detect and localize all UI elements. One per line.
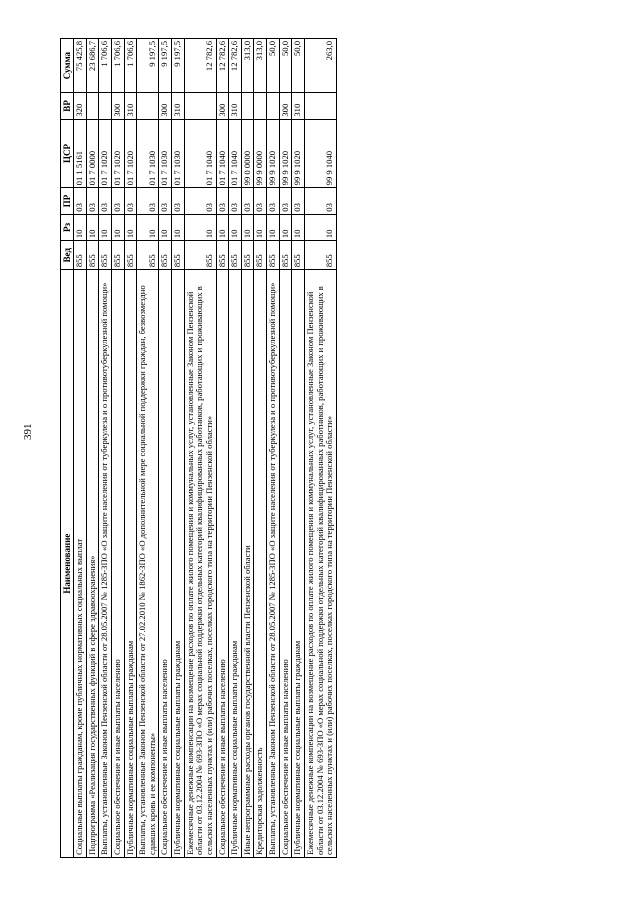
cell-ved: 855 <box>279 241 292 270</box>
cell-ved: 855 <box>241 241 254 270</box>
cell-csr: 01 7 1030 <box>159 119 172 188</box>
table-row <box>184 39 216 858</box>
cell-csr: 99 9 1020 <box>292 119 305 188</box>
cell-pr: 03 <box>86 188 99 214</box>
cell-rz: 10 <box>267 214 280 240</box>
cell-sum: 313,0 <box>254 39 267 93</box>
table-row <box>137 39 159 858</box>
cell-csr: 01 7 1040 <box>184 119 216 188</box>
cell-vr <box>254 93 267 119</box>
cell-pr: 03 <box>159 188 172 214</box>
cell-name: Кредиторская задолженность <box>254 270 267 858</box>
cell-name: Подпрограмма «Реализация государственных функций в сфере здравоохранения» <box>86 270 99 858</box>
header-vr: ВР <box>61 93 74 119</box>
cell-ved: 855 <box>292 241 305 270</box>
cell-sum: 50,0 <box>292 39 305 93</box>
cell-rz: 10 <box>229 214 242 240</box>
cell-name: Публичные нормативные социальные выплаты гражданам <box>229 270 242 858</box>
cell-pr: 03 <box>279 188 292 214</box>
cell-vr: 310 <box>292 93 305 119</box>
cell-vr: 300 <box>111 93 124 119</box>
header-sum: Сумма <box>61 39 74 93</box>
cell-name: Публичные нормативные социальные выплаты гражданам <box>124 270 137 858</box>
header-rz: Рз <box>61 214 74 240</box>
header-row <box>61 39 74 858</box>
table-row <box>267 39 280 858</box>
cell-sum: 1 706,6 <box>99 39 112 93</box>
cell-csr: 01 7 1030 <box>172 119 185 188</box>
cell-rz: 10 <box>99 214 112 240</box>
cell-ved: 855 <box>229 241 242 270</box>
cell-vr <box>137 93 159 119</box>
cell-rz: 10 <box>137 214 159 240</box>
cell-vr <box>99 93 112 119</box>
cell-csr: 01 7 1040 <box>216 119 229 188</box>
cell-csr: 01 7 0000 <box>86 119 99 188</box>
cell-ved: 855 <box>99 241 112 270</box>
cell-sum: 23 686,7 <box>86 39 99 93</box>
cell-pr: 03 <box>172 188 185 214</box>
cell-vr: 310 <box>229 93 242 119</box>
cell-rz: 10 <box>254 214 267 240</box>
cell-vr: 300 <box>216 93 229 119</box>
cell-rz: 10 <box>292 214 305 240</box>
cell-name: Иные непрограммные расходы органов государственной власти Пензенской области <box>241 270 254 858</box>
cell-name: Социальное обеспечение и иные выплаты населению <box>111 270 124 858</box>
cell-vr: 320 <box>74 93 87 119</box>
table-row <box>241 39 254 858</box>
cell-ved: 855 <box>159 241 172 270</box>
cell-name: Социальное обеспечение и иные выплаты населению <box>159 270 172 858</box>
cell-csr: 01 7 1020 <box>99 119 112 188</box>
cell-pr: 03 <box>292 188 305 214</box>
table-row <box>292 39 305 858</box>
header-name: Наименование <box>61 270 74 858</box>
cell-name: Выплаты, установленные Законом Пензенской области от 28.05.2007 № 1285-ЗПО «О защите населения от туберкулеза и о противотуберкулезной помощи» <box>267 270 280 858</box>
cell-name: Социальное обеспечение и иные выплаты населению <box>216 270 229 858</box>
cell-pr: 03 <box>184 188 216 214</box>
cell-vr: 300 <box>159 93 172 119</box>
table-row <box>99 39 112 858</box>
cell-pr: 03 <box>254 188 267 214</box>
cell-sum: 50,0 <box>267 39 280 93</box>
table-row <box>304 39 336 858</box>
cell-name: Выплаты, установленные Законом Пензенской области от 28.05.2007 № 1285-ЗПО «О защите населения от туберкулеза и о противотуберкулезной помощи» <box>99 270 112 858</box>
cell-csr: 99 9 0000 <box>254 119 267 188</box>
cell-rz: 10 <box>111 214 124 240</box>
cell-csr: 01 7 1020 <box>124 119 137 188</box>
cell-vr: 300 <box>279 93 292 119</box>
table-row <box>279 39 292 858</box>
cell-rz: 10 <box>216 214 229 240</box>
table-row <box>172 39 185 858</box>
cell-pr: 03 <box>137 188 159 214</box>
header-ved: Вед <box>61 241 74 270</box>
cell-ved: 855 <box>304 241 336 270</box>
cell-csr: 99 9 1040 <box>304 119 336 188</box>
cell-rz: 10 <box>74 214 87 240</box>
cell-csr: 01 1 5161 <box>74 119 87 188</box>
cell-vr <box>184 93 216 119</box>
cell-sum: 12 782,6 <box>229 39 242 93</box>
cell-name: Ежемесячные денежные компенсации на возмещение расходов по оплате жилого помещения и коммунальных услуг, установленные Законом Пензенской области от 03.12.2004 № 693-ЗПО «О мерах социальной поддержки отдельных категорий квалифицированных работников, работающих и проживающих в сельских населенных пунктах и (или) рабочих поселках, поселках городского типа на территории Пензенской области» <box>184 270 216 858</box>
cell-vr <box>267 93 280 119</box>
cell-ved: 855 <box>124 241 137 270</box>
rotated-table-container <box>60 38 585 858</box>
cell-rz: 10 <box>304 214 336 240</box>
table-body <box>74 39 337 858</box>
cell-csr: 01 7 1020 <box>111 119 124 188</box>
cell-name: Выплаты, установленные Законом Пензенской области от 27.02.2010 № 1862-ЗПО «О дополнительной мере социальной поддержки граждан, безвозмездно сдавших кровь и ее компоненты» <box>137 270 159 858</box>
cell-sum: 313,0 <box>241 39 254 93</box>
cell-sum: 1 706,6 <box>111 39 124 93</box>
cell-sum: 75 425,8 <box>74 39 87 93</box>
cell-rz: 10 <box>172 214 185 240</box>
cell-ved: 855 <box>86 241 99 270</box>
cell-ved: 855 <box>172 241 185 270</box>
cell-ved: 855 <box>184 241 216 270</box>
cell-pr: 03 <box>99 188 112 214</box>
cell-csr: 99 9 1020 <box>267 119 280 188</box>
cell-sum: 9 197,5 <box>159 39 172 93</box>
cell-vr <box>86 93 99 119</box>
cell-rz: 10 <box>86 214 99 240</box>
cell-name: Публичные нормативные социальные выплаты гражданам <box>292 270 305 858</box>
table-row <box>229 39 242 858</box>
table-row <box>74 39 87 858</box>
cell-name: Социальные выплаты гражданам, кроме публичных нормативных социальных выплат <box>74 270 87 858</box>
cell-vr: 310 <box>172 93 185 119</box>
cell-name: Публичные нормативные социальные выплаты гражданам <box>172 270 185 858</box>
cell-vr: 310 <box>124 93 137 119</box>
cell-ved: 855 <box>216 241 229 270</box>
cell-pr: 03 <box>124 188 137 214</box>
cell-rz: 10 <box>124 214 137 240</box>
cell-pr: 03 <box>229 188 242 214</box>
cell-csr: 01 7 1030 <box>137 119 159 188</box>
header-pr: ПР <box>61 188 74 214</box>
cell-ved: 855 <box>137 241 159 270</box>
cell-rz: 10 <box>159 214 172 240</box>
cell-sum: 9 197,5 <box>172 39 185 93</box>
cell-sum: 12 782,6 <box>184 39 216 93</box>
cell-sum: 50,0 <box>279 39 292 93</box>
cell-ved: 855 <box>111 241 124 270</box>
cell-sum: 9 197,5 <box>137 39 159 93</box>
cell-ved: 855 <box>74 241 87 270</box>
cell-name: Социальное обеспечение и иные выплаты населению <box>279 270 292 858</box>
header-csr: ЦСР <box>61 119 74 188</box>
cell-ved: 855 <box>267 241 280 270</box>
cell-sum: 1 706,6 <box>124 39 137 93</box>
cell-pr: 03 <box>216 188 229 214</box>
table-header <box>61 39 74 858</box>
cell-rz: 10 <box>241 214 254 240</box>
cell-pr: 03 <box>304 188 336 214</box>
cell-sum: 263,0 <box>304 39 336 93</box>
table-row <box>254 39 267 858</box>
table-row <box>216 39 229 858</box>
table-row <box>86 39 99 858</box>
cell-ved: 855 <box>254 241 267 270</box>
cell-csr: 99 0 0000 <box>241 119 254 188</box>
cell-rz: 10 <box>279 214 292 240</box>
cell-sum: 12 782,6 <box>216 39 229 93</box>
cell-vr <box>304 93 336 119</box>
cell-name: Ежемесячные денежные компенсации на возмещение расходов по оплате жилого помещения и коммунальных услуг, установленные Законом Пензенской области от 03.12.2004 № 693-ЗПО «О мерах социальной поддержки отдельных категорий квалифицированных работников, работающих и проживающих в сельских населенных пунктах и (или) рабочих поселках, поселках городского типа на территории Пензенской области» <box>304 270 336 858</box>
cell-pr: 03 <box>241 188 254 214</box>
budget-table <box>60 38 337 858</box>
table-row <box>159 39 172 858</box>
table-row <box>124 39 137 858</box>
cell-pr: 03 <box>267 188 280 214</box>
cell-pr: 03 <box>74 188 87 214</box>
cell-csr: 01 7 1040 <box>229 119 242 188</box>
cell-vr <box>241 93 254 119</box>
table-row <box>111 39 124 858</box>
cell-csr: 99 9 1020 <box>279 119 292 188</box>
cell-rz: 10 <box>184 214 216 240</box>
cell-pr: 03 <box>111 188 124 214</box>
page-number: 391 <box>22 423 34 440</box>
